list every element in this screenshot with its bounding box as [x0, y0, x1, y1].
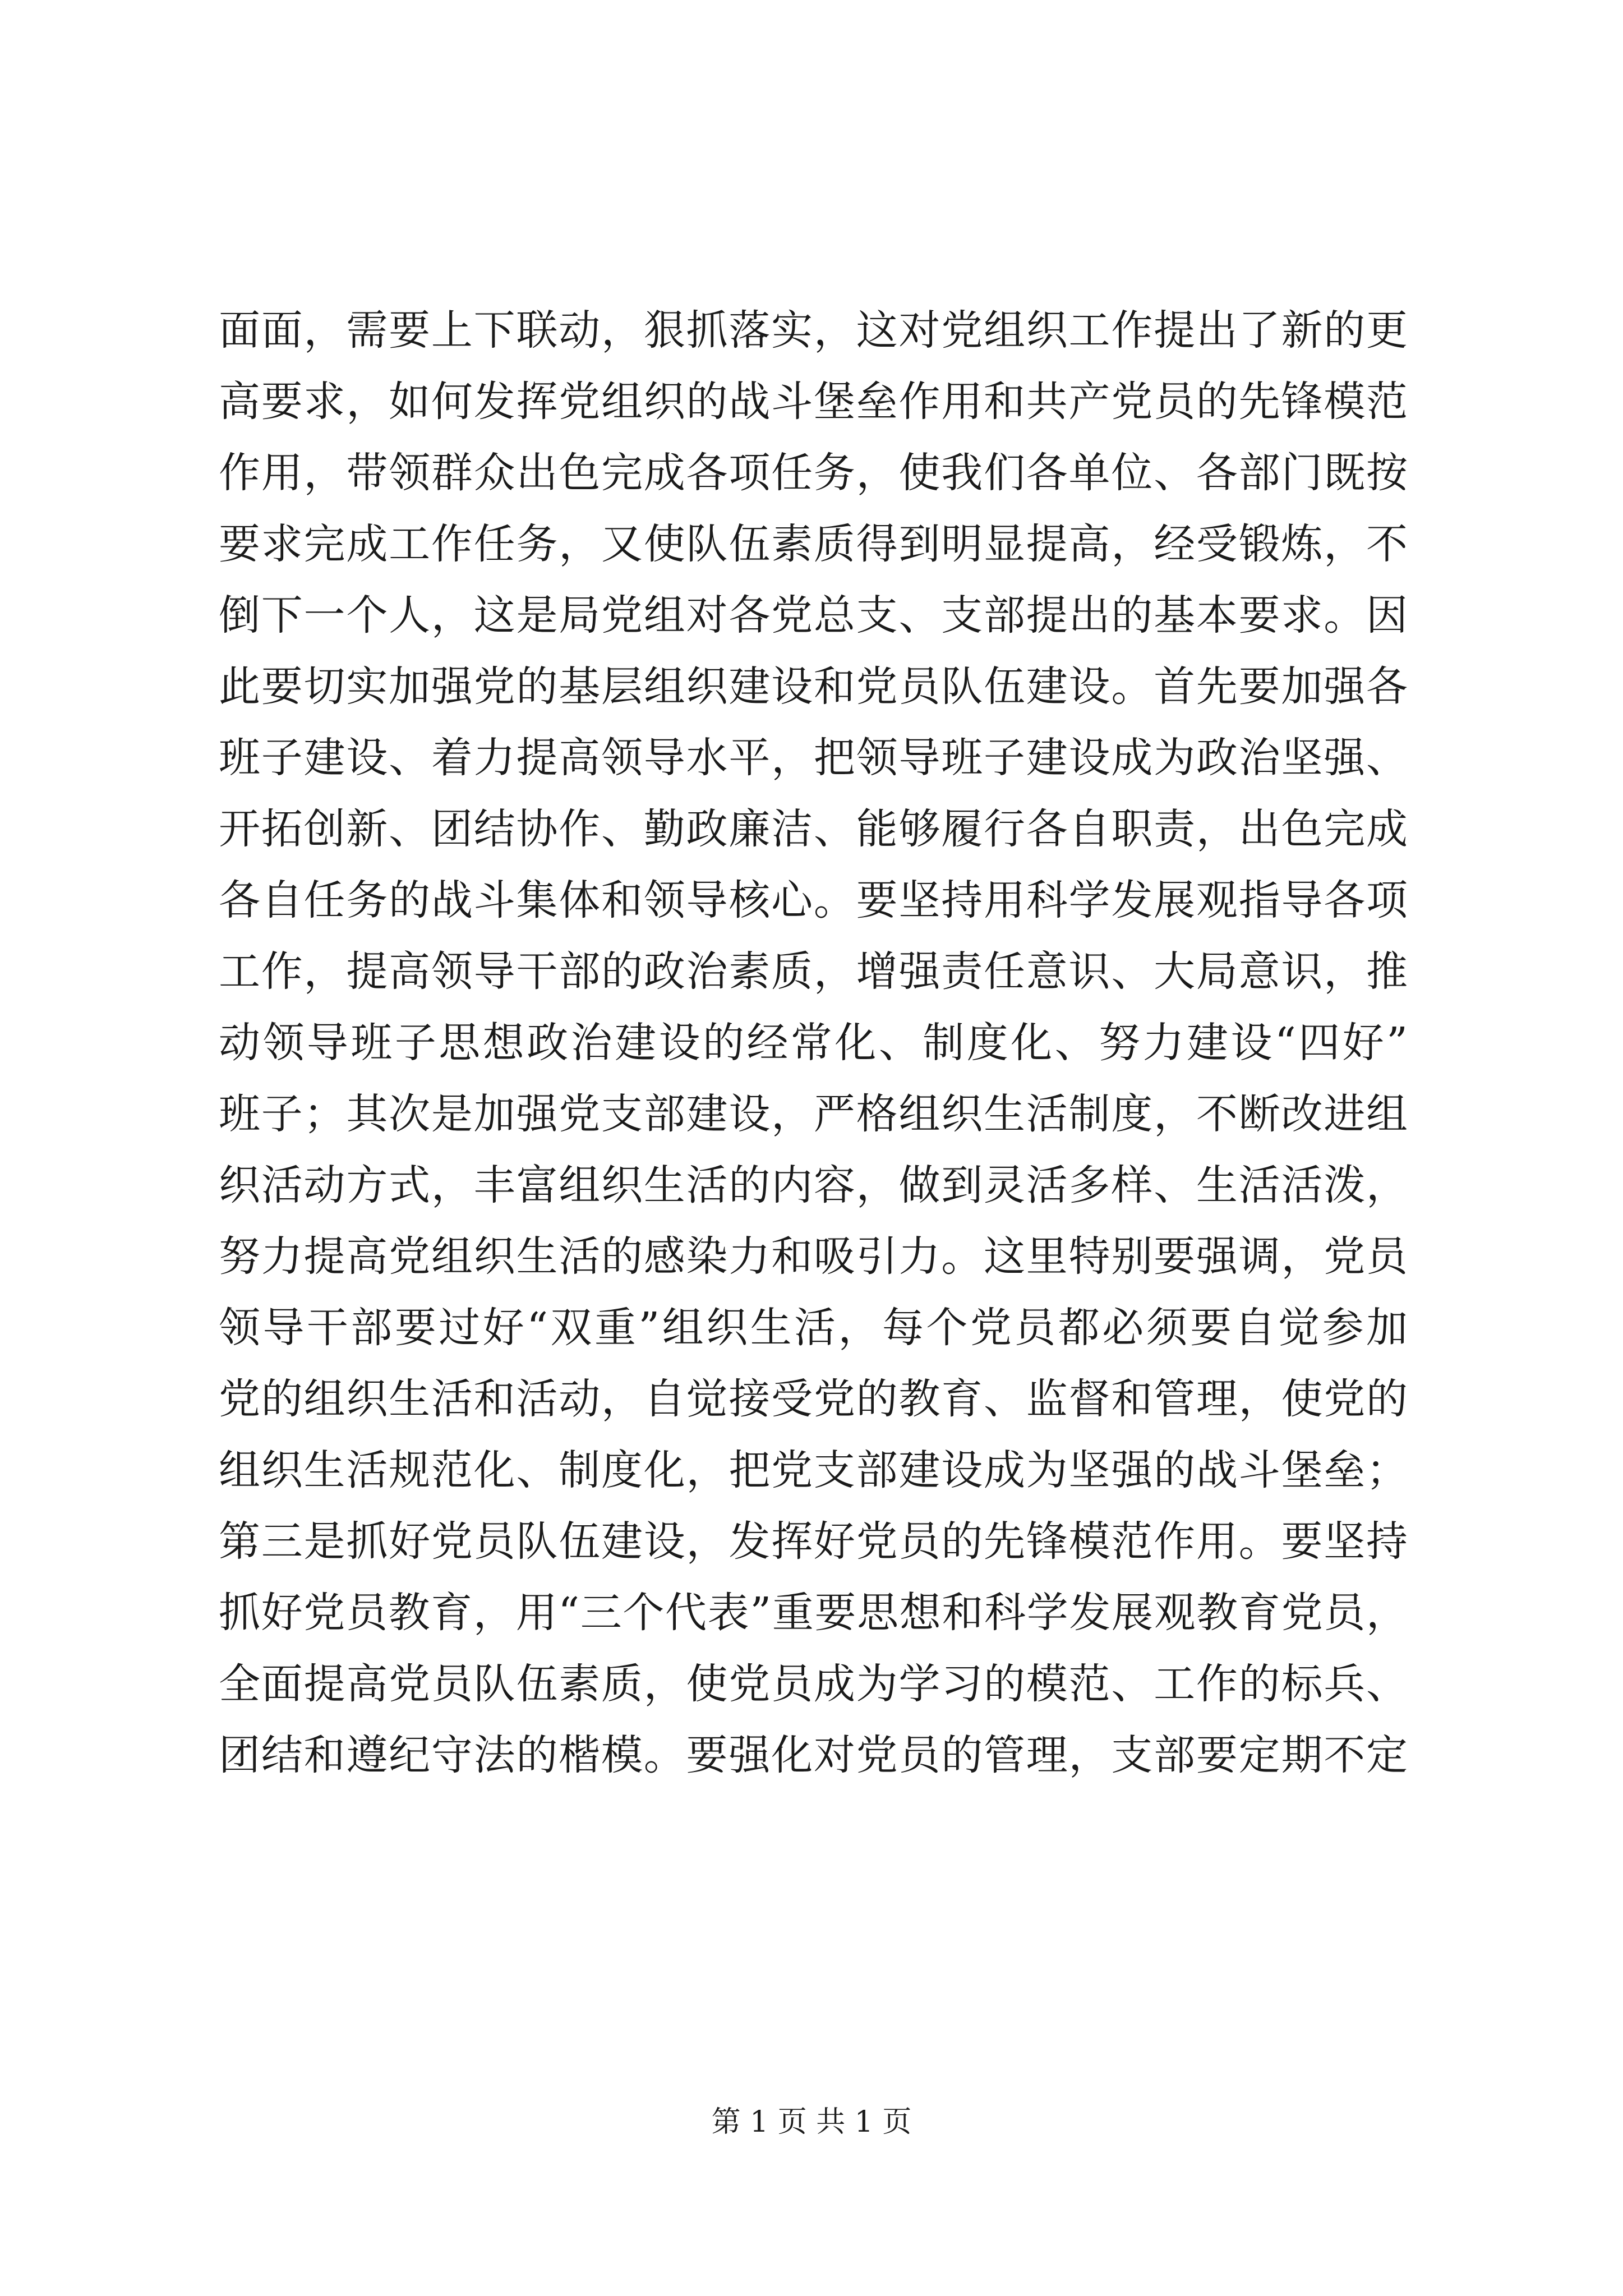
text-line: 全面提高党员队伍素质，使党员成为学习的模范、工作的标兵、: [219, 1660, 1408, 1708]
text-line: 高要求，如何发挥党组织的战斗堡垒作用和共产党员的先锋模范: [219, 378, 1408, 426]
text-line: 面面，需要上下联动，狠抓落实，这对党组织工作提出了新的更: [219, 306, 1408, 355]
text-line: 组织生活规范化、制度化，把党支部建设成为坚强的战斗堡垒；: [219, 1446, 1408, 1494]
text-line: 倒下一个人，这是局党组对各党总支、支部提出的基本要求。因: [219, 591, 1408, 639]
text-line: 此要切实加强党的基层组织建设和党员队伍建设。首先要加强各: [219, 662, 1408, 711]
text-line: 努力提高党组织生活的感染力和吸引力。这里特别要强调，党员: [219, 1232, 1408, 1281]
text-line: 工作，提高领导干部的政治素质，增强责任意识、大局意识，推: [219, 947, 1408, 996]
body-paragraph: [219, 295, 1408, 1791]
page-footer: 第 1 页 共 1 页: [711, 2105, 912, 2139]
text-line: 党的组织生活和活动，自觉接受党的教育、监督和管理，使党的: [219, 1375, 1408, 1423]
text-line: 班子建设、着力提高领导水平，把领导班子建设成为政治坚强、: [219, 734, 1408, 782]
text-line: 抓好党员教育，用“三个代表”重要思想和科学发展观教育党员，: [219, 1589, 1408, 1637]
text-line: 第三是抓好党员队伍建设，发挥好党员的先锋模范作用。要坚持: [219, 1517, 1408, 1566]
text-line: 各自任务的战斗集体和领导核心。要坚持用科学发展观指导各项: [219, 876, 1408, 924]
text-line: 团结和遵纪守法的楷模。要强化对党员的管理，支部要定期不定: [219, 1731, 1408, 1779]
text-line: 要求完成工作任务，又使队伍素质得到明显提高，经受锻炼，不: [219, 520, 1408, 568]
text-line: 作用，带领群众出色完成各项任务，使我们各单位、各部门既按: [219, 449, 1408, 497]
text-line: 领导干部要过好“双重”组织生活，每个党员都必须要自觉参加: [219, 1304, 1408, 1352]
text-line: 开拓创新、团结协作、勤政廉洁、能够履行各自职责，出色完成: [219, 805, 1408, 853]
text-line: 班子；其次是加强党支部建设，严格组织生活制度，不断改进组: [219, 1090, 1408, 1138]
text-line: 织活动方式，丰富组织生活的内容，做到灵活多样、生活活泼，: [219, 1161, 1408, 1209]
text-line: 动领导班子思想政治建设的经常化、制度化、努力建设“四好”: [219, 1019, 1408, 1067]
